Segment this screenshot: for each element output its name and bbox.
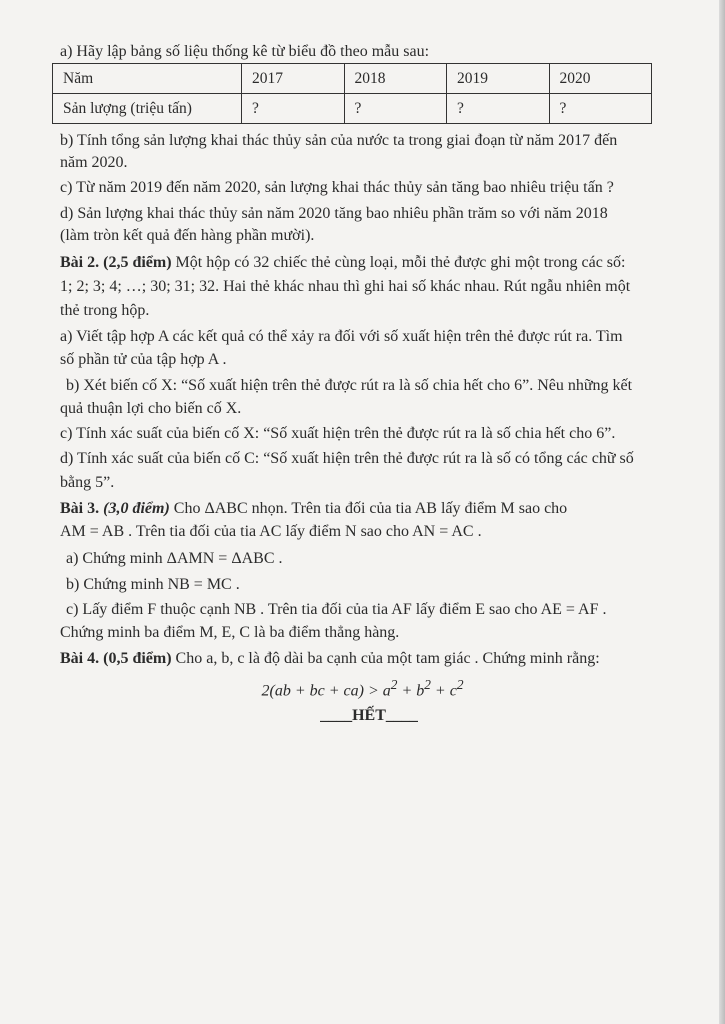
bai3-intro-line1 [60,499,567,519]
table-year: 2018 [344,64,447,94]
bai2-c-line1: c) Tính xác suất của biến cố X: “Số xuất hiện trên thẻ được rút ra là số chia hết cho 6”. [60,425,616,442]
bai3-points: (3,0 điểm) [103,500,170,517]
table-year: 2019 [447,64,550,94]
bai1-d-line2: (làm tròn kết quả đến hàng phần mười). [60,227,315,244]
formula-left: 2(ab + bc + ca) > a [261,682,391,700]
bai2-b-line1: b) Xét biến cố X: “Số xuất hiện trên thẻ được rút ra là số chia hết cho 6”. Nêu những kết [66,377,633,394]
statistics-table [52,63,652,124]
table-row [53,64,652,94]
bai3-a: a) Chứng minh ΔAMN = ΔABC . [66,550,283,567]
bai2-a-line1: a) Viết tập hợp A các kết quả có thể xảy ra đối với số xuất hiện trên thẻ được rút ra. Tìm [60,328,623,345]
part-a-intro: a) Hãy lập bảng số liệu thống kê từ biểu đồ theo mẫu sau: [60,43,430,60]
bai1-b-line2: năm 2020. [60,154,128,171]
bai3-title: Bài 3. [60,500,100,517]
table-year: 2017 [242,64,345,94]
page-edge [719,0,725,1024]
table-header-label: Năm [53,64,242,94]
bai2-intro2: 1; 2; 3; 4; …; 30; 31; 32. Hai thẻ khác nhau thì ghi hai số khác nhau. Rút ngẫu nhiên một [60,278,631,295]
bai1-b-line1: b) Tính tổng sản lượng khai thác thủy sản của nước ta trong giai đoạn từ năm 2017 đến [60,132,618,149]
bai3-b: b) Chứng minh NB = MC . [66,576,240,593]
bai3-c-line1: c) Lấy điểm F thuộc cạnh NB . Trên tia đối của tia AF lấy điểm E sao cho AE = AF . [66,601,607,618]
table-year: 2020 [549,64,652,94]
table-value: ? [447,94,550,124]
bai2-d-line1: d) Tính xác suất của biến cố C: “Số xuất hiện trên thẻ được rút ra là số có tổng các chữ số [60,450,634,467]
formula-mid2: + c [430,682,457,700]
bai4-intro-line [60,649,600,669]
bai3-c-line2: Chứng minh ba điểm M, E, C là ba điểm thẳng hàng. [60,624,400,641]
bai2-intro1: Một hộp có 32 chiếc thẻ cùng loại, mỗi thẻ được ghi một trong các số: [171,254,626,271]
bai2-b-line2: quả thuận lợi cho biến cố X. [60,400,242,417]
formula-exponent: 2 [456,677,464,692]
table-value: ? [549,94,652,124]
bai1-c-line1: c) Từ năm 2019 đến năm 2020, sản lượng khai thác thủy sản tăng bao nhiêu triệu tấn ? [60,179,614,196]
bai3-intro2: AM = AB . Trên tia đối của tia AC lấy điểm N sao cho AN = AC . [60,523,482,540]
formula-mid1: + b [397,682,425,700]
formula-exponent: 2 [424,677,431,692]
bai2-d-line2: bằng 5”. [60,474,115,491]
bai4-title: Bài 4. (0,5 điểm) [60,650,172,667]
bai4-intro: Cho a, b, c là độ dài ba cạnh của một tam giác . Chứng minh rằng: [171,650,600,667]
inequality-formula [0,677,725,700]
bai2-a-line2: số phần tử của tập hợp A . [60,351,227,368]
end-marker: ____HẾT____ [320,707,418,724]
bai3-intro1: Cho ΔABC nhọn. Trên tia đối của tia AB lấy điểm M sao cho [169,500,568,517]
table-row-label: Sản lượng (triệu tấn) [53,94,242,124]
bai2-intro3: thẻ trong hộp. [60,302,150,319]
table-value: ? [242,94,345,124]
table-value: ? [344,94,447,124]
bai1-d-line1: d) Sản lượng khai thác thủy sản năm 2020 tăng bao nhiêu phần trăm so với năm 2018 [60,205,608,222]
table-row [53,94,652,124]
formula-exponent: 2 [390,677,398,692]
bai2-intro-line1 [60,253,625,273]
bai2-title: Bài 2. (2,5 điểm) [60,254,172,271]
